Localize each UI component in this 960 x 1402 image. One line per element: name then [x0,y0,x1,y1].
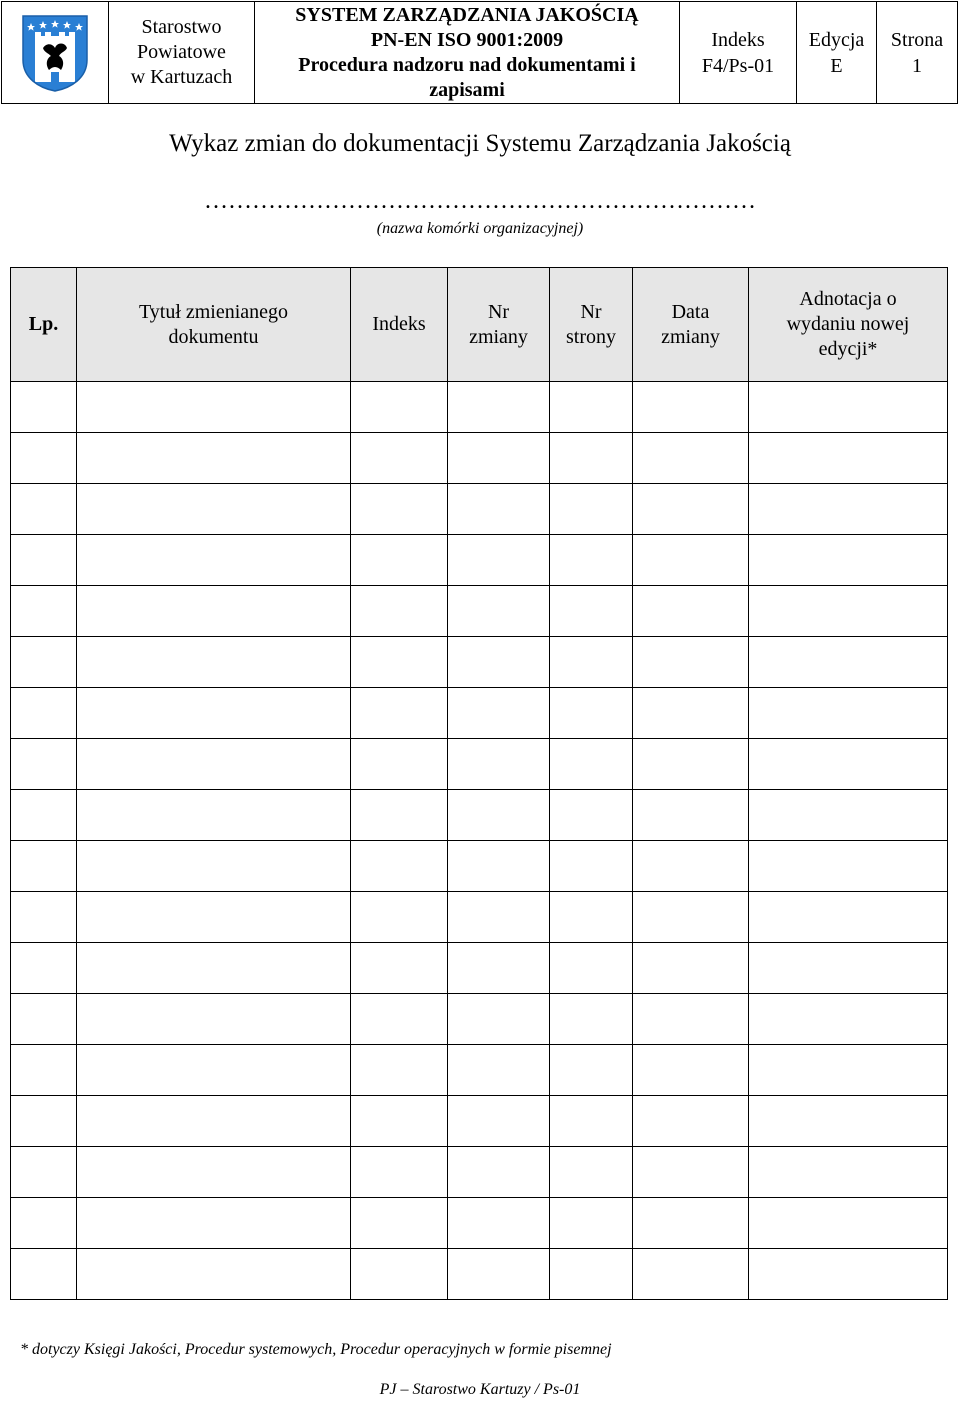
column-header-line: dokumentu [168,325,259,348]
table-cell[interactable] [633,790,749,841]
index-cell [680,2,797,104]
table-cell[interactable] [11,637,77,688]
table-cell[interactable] [448,637,550,688]
table-cell[interactable] [351,433,448,484]
table-cell[interactable] [351,382,448,433]
page-value: 1 [912,54,922,77]
table-cell[interactable] [550,1147,633,1198]
table-cell[interactable] [351,1198,448,1249]
table-cell[interactable] [11,841,77,892]
table-cell[interactable] [633,637,749,688]
org-line-1: Starostwo [141,16,222,38]
table-row [11,484,948,535]
table-cell[interactable] [77,535,351,586]
table-cell[interactable] [77,586,351,637]
table-cell[interactable] [351,892,448,943]
system-line-1: SYSTEM ZARZĄDZANIA JAKOŚCIĄ [295,3,639,26]
table-row [11,892,948,943]
table-cell[interactable] [550,892,633,943]
table-cell[interactable] [550,382,633,433]
index-value: F4/Ps-01 [701,54,775,77]
table-cell[interactable] [77,688,351,739]
column-header-line: Lp. [28,313,59,335]
edition-cell [797,2,877,104]
table-cell[interactable] [11,739,77,790]
document-title: Wykaz zmian do dokumentacji Systemu Zarządzania Jakością [169,130,791,157]
table-row [11,1096,948,1147]
table-cell[interactable] [351,637,448,688]
table-cell[interactable] [550,1198,633,1249]
table-cell[interactable] [77,637,351,688]
table-cell[interactable] [448,943,550,994]
table-cell[interactable] [633,535,749,586]
table-cell[interactable] [11,433,77,484]
table-cell[interactable] [11,535,77,586]
table-cell[interactable] [77,841,351,892]
table-cell[interactable] [77,382,351,433]
table-cell[interactable] [749,739,948,790]
table-cell[interactable] [77,739,351,790]
table-cell[interactable] [633,1249,749,1300]
coat-of-arms-icon [21,14,89,92]
table-cell[interactable] [749,637,948,688]
page-footer: PJ – Starostwo Kartuzy / Ps-01 [379,1381,581,1398]
table-cell[interactable] [11,1249,77,1300]
footnote: * dotyczy Księgi Jakości, Procedur systemowych, Procedur operacyjnych w formie pisemnej [20,1341,612,1358]
edition-value: E [830,54,843,77]
column-header-line: wydaniu nowej [786,313,910,335]
table-cell[interactable] [633,484,749,535]
system-line-3: Procedura nadzoru nad dokumentami i [298,53,636,76]
table-cell[interactable] [633,382,749,433]
column-header-line: Nr [487,300,510,323]
table-cell[interactable] [448,586,550,637]
table-cell[interactable] [749,535,948,586]
table-cell[interactable] [550,637,633,688]
table-cell[interactable] [448,688,550,739]
table-cell[interactable] [749,1096,948,1147]
table-cell[interactable] [749,1249,948,1300]
table-cell[interactable] [448,790,550,841]
table-cell[interactable] [11,994,77,1045]
logo-cell [2,2,109,104]
system-title-cell [255,2,680,104]
table-cell[interactable] [351,841,448,892]
organization-name-cell [109,2,255,104]
system-line-4: zapisami [429,78,505,101]
table-cell[interactable] [448,1045,550,1096]
table-cell[interactable] [77,1198,351,1249]
table-cell[interactable] [633,688,749,739]
table-cell[interactable] [448,994,550,1045]
table-cell[interactable] [11,892,77,943]
table-cell[interactable] [749,586,948,637]
table-cell[interactable] [11,790,77,841]
org-line-2: Powiatowe [137,41,226,63]
table-row [11,841,948,892]
table-cell[interactable] [448,892,550,943]
table-cell[interactable] [11,943,77,994]
column-header-line: Nr [580,300,602,323]
table-cell[interactable] [749,943,948,994]
table-cell[interactable] [77,1045,351,1096]
table-cell[interactable] [550,1249,633,1300]
table-cell[interactable] [11,688,77,739]
table-row [11,994,948,1045]
table-cell[interactable] [448,1147,550,1198]
table-row [11,637,948,688]
table-cell[interactable] [550,1045,633,1096]
table-cell[interactable] [749,790,948,841]
table-cell[interactable] [550,994,633,1045]
table-cell[interactable] [77,1147,351,1198]
table-row [11,433,948,484]
table-cell[interactable] [11,1198,77,1249]
table-cell[interactable] [749,1198,948,1249]
table-cell[interactable] [749,382,948,433]
table-cell[interactable] [550,739,633,790]
column-header-line: strony [566,325,616,348]
table-cell[interactable] [633,892,749,943]
table-cell[interactable] [550,841,633,892]
table-cell[interactable] [633,433,749,484]
table-cell[interactable] [77,994,351,1045]
column-header-lp [11,268,77,382]
table-cell[interactable] [550,1096,633,1147]
table-cell[interactable] [448,1096,550,1147]
index-label: Indeks [711,28,765,51]
table-cell[interactable] [351,484,448,535]
table-cell[interactable] [633,943,749,994]
table-cell[interactable] [351,1147,448,1198]
table-cell[interactable] [749,994,948,1045]
table-row [11,1045,948,1096]
table-cell[interactable] [351,1096,448,1147]
edition-label: Edycja [808,28,865,51]
column-header-change-no [448,268,550,382]
table-cell[interactable] [749,892,948,943]
table-row [11,382,948,433]
page-label: Strona [890,28,944,51]
table-cell[interactable] [351,1045,448,1096]
table-cell[interactable] [77,892,351,943]
table-row [11,586,948,637]
table-cell[interactable] [351,994,448,1045]
table-cell[interactable] [550,433,633,484]
table-cell[interactable] [351,535,448,586]
unit-name-caption: (nazwa komórki organizacyjnej) [376,220,584,237]
table-cell[interactable] [749,1045,948,1096]
table-cell[interactable] [11,484,77,535]
table-cell[interactable] [633,1096,749,1147]
table-cell[interactable] [633,739,749,790]
column-header-line: edycji* [818,338,878,360]
column-header-line: Tytuł zmienianego [138,300,289,323]
column-header-title [77,268,351,382]
column-header-line: Data [671,300,710,323]
column-header-line: Indeks [372,313,426,335]
table-cell[interactable] [11,1147,77,1198]
table-cell[interactable] [448,1198,550,1249]
table-cell[interactable] [633,841,749,892]
table-cell[interactable] [550,943,633,994]
table-row [11,1198,948,1249]
changes-table [10,267,948,1300]
table-cell[interactable] [448,382,550,433]
table-cell[interactable] [448,841,550,892]
column-header-line: zmiany [469,325,528,348]
table-row [11,688,948,739]
table-cell[interactable] [351,1249,448,1300]
table-row [11,790,948,841]
table-cell[interactable] [351,943,448,994]
unit-name-blank[interactable]: …………………………………………………………… [204,188,756,214]
table-cell[interactable] [351,790,448,841]
column-header-line: Adnotacja o [799,288,897,310]
table-cell[interactable] [77,1096,351,1147]
table-cell[interactable] [633,1045,749,1096]
table-cell[interactable] [77,484,351,535]
column-header-index [351,268,448,382]
page-cell [877,2,958,104]
column-header-annotation [749,268,948,382]
table-cell[interactable] [11,1096,77,1147]
table-cell[interactable] [633,1147,749,1198]
table-cell[interactable] [448,1249,550,1300]
table-cell[interactable] [351,688,448,739]
table-cell[interactable] [633,586,749,637]
table-cell[interactable] [77,1249,351,1300]
table-cell[interactable] [11,382,77,433]
table-cell[interactable] [749,433,948,484]
table-cell[interactable] [11,586,77,637]
table-row [11,739,948,790]
table-cell[interactable] [448,433,550,484]
system-line-2: PN-EN ISO 9001:2009 [370,28,564,51]
table-cell[interactable] [351,739,448,790]
org-line-3: w Kartuzach [130,66,233,88]
table-body [11,382,948,1300]
column-header-change-date [633,268,749,382]
table-cell[interactable] [550,535,633,586]
table-cell[interactable] [633,1198,749,1249]
table-cell[interactable] [550,688,633,739]
table-cell[interactable] [11,1045,77,1096]
table-cell[interactable] [550,484,633,535]
table-cell[interactable] [550,586,633,637]
table-cell[interactable] [448,535,550,586]
column-header-page-no [550,268,633,382]
table-cell[interactable] [351,586,448,637]
table-row [11,1249,948,1300]
table-cell[interactable] [749,1147,948,1198]
table-cell[interactable] [448,484,550,535]
table-cell[interactable] [77,790,351,841]
column-header-line: zmiany [661,325,720,348]
table-cell[interactable] [448,739,550,790]
table-cell[interactable] [550,790,633,841]
table-cell[interactable] [749,688,948,739]
table-cell[interactable] [749,841,948,892]
table-cell[interactable] [77,943,351,994]
table-row [11,1147,948,1198]
document-header [1,1,958,104]
table-cell[interactable] [633,994,749,1045]
table-cell[interactable] [77,433,351,484]
table-row [11,535,948,586]
table-cell[interactable] [749,484,948,535]
table-row [11,943,948,994]
table-header-row [11,268,948,382]
